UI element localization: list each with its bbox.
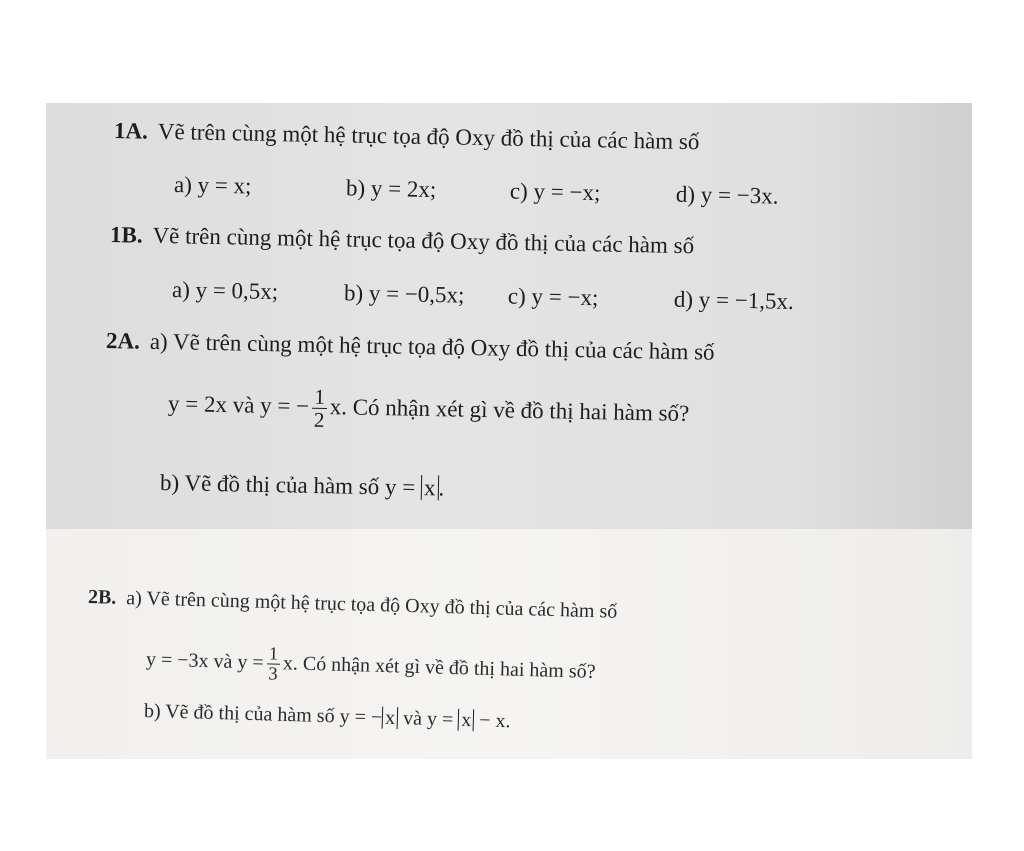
problem-1b-text: Vẽ trên cùng một hệ trục tọa độ Oxy đồ thị của các hàm số bbox=[152, 222, 695, 259]
problem-2b-part-b bbox=[144, 701, 511, 731]
problem-1a-statement bbox=[114, 119, 700, 153]
absolute-value-x: x bbox=[382, 707, 399, 729]
problem-1b-option-a: a) y = 0,5x; bbox=[171, 277, 279, 305]
problem-2b-question: x. Có nhận xét gì về đồ thị hai hàm số? bbox=[282, 652, 596, 683]
problem-2b-statement bbox=[88, 587, 618, 622]
problem-2a-functions-start: y = 2x và y = − bbox=[167, 390, 310, 419]
exercise-page-top bbox=[46, 103, 972, 529]
problem-1b-options bbox=[172, 278, 794, 313]
problem-2a-question: x. Có nhận xét gì về đồ thị hai hàm số? bbox=[329, 394, 690, 426]
problem-2a-part-b-end: . bbox=[438, 475, 445, 501]
problem-1a-text: Vẽ trên cùng một hệ trục tọa độ Oxy đồ thị của các hàm số bbox=[157, 118, 700, 155]
problem-1a-option-b: b) y = 2x; bbox=[345, 175, 437, 203]
problem-2b-part-b-and: và y = bbox=[397, 707, 459, 731]
problem-1b-option-c: c) y = −x; bbox=[507, 283, 599, 311]
problem-1a-option-c: c) y = −x; bbox=[509, 178, 601, 206]
problem-2a-functions bbox=[168, 383, 690, 438]
absolute-value-x: x bbox=[421, 475, 439, 500]
problem-2b-functions-start: y = −3x và y = bbox=[145, 648, 265, 674]
fraction-numerator: 1 bbox=[267, 644, 281, 665]
problem-1a-option-d: d) y = −3x. bbox=[675, 181, 779, 209]
problem-1a-option-a: a) y = x; bbox=[173, 172, 252, 199]
fraction-one-half bbox=[312, 386, 327, 432]
problem-1a-label: 1A. bbox=[113, 118, 149, 144]
fraction-one-third bbox=[266, 644, 280, 684]
absolute-value-x: x bbox=[458, 709, 475, 731]
problem-1b-statement bbox=[110, 223, 695, 257]
problem-1b-option-d: d) y = −1,5x. bbox=[673, 286, 794, 314]
problem-2b-part-b-text: b) Vẽ đồ thị của hàm số y = − bbox=[143, 700, 383, 729]
problem-2b-functions bbox=[145, 641, 596, 693]
problem-1b-option-b: b) y = −0,5x; bbox=[343, 280, 465, 308]
problem-2a-part-b bbox=[160, 471, 445, 499]
problem-1a-options bbox=[174, 173, 779, 208]
problem-2a-part-b-text: b) Vẽ đồ thị của hàm số y = bbox=[159, 470, 422, 501]
fraction-denominator: 2 bbox=[313, 408, 325, 433]
problem-2a-label: 2A. bbox=[105, 328, 141, 354]
exercise-page-bottom bbox=[46, 529, 972, 759]
problem-2b-part-b-end: − x. bbox=[473, 709, 511, 733]
fraction-numerator: 1 bbox=[312, 386, 327, 409]
problem-2a-statement bbox=[106, 329, 715, 364]
fraction-denominator: 3 bbox=[268, 663, 278, 684]
problem-1b-label: 1B. bbox=[109, 222, 143, 248]
problem-2b-part-a: a) Vẽ trên cùng một hệ trục tọa độ Oxy đồ thị của các hàm số bbox=[126, 587, 618, 623]
problem-2a-part-a: a) Vẽ trên cùng một hệ trục tọa độ Oxy đồ thị của các hàm số bbox=[149, 328, 715, 365]
problem-2b-label: 2B. bbox=[87, 586, 117, 609]
